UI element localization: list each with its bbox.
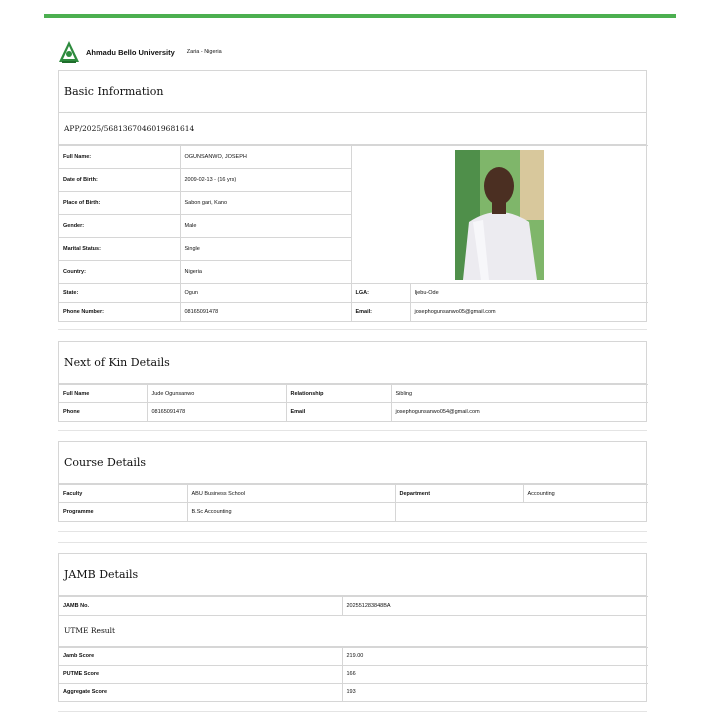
field-label: Marital Status: [59,238,180,261]
department-label: Department [395,485,523,503]
kin-email-value: josephogunsanwo054@gmail.com [391,403,648,421]
university-name: Ahmadu Bello University [86,47,175,57]
state-label: State: [59,284,180,303]
utme-scores-table [59,647,648,702]
next-of-kin-table [59,384,648,421]
field-value: Single [180,238,351,261]
applicant-photo [455,150,544,280]
field-value: Nigeria [180,261,351,284]
accent-bar [44,14,676,18]
jamb-number-label: JAMB No. [59,597,342,615]
lga-label: LGA: [351,284,410,303]
kin-name-value: Jude Ogunsanwo [147,385,286,403]
page-header [58,40,222,64]
field-value: Male [180,215,351,238]
empty-cell [395,503,648,521]
score-value: 193 [342,683,648,701]
programme-value: B.Sc Accounting [187,503,395,521]
application-id: APP/2025/568136704601968​1614 [59,113,646,145]
field-label: Date of Birth: [59,169,180,192]
score-label: PUTME Score [59,665,342,683]
score-label: Jamb Score [59,647,342,665]
kin-email-label: Email [286,403,391,421]
basic-info-card [58,70,647,322]
kin-relationship-value: Sibling [391,385,648,403]
course-details-table [59,484,648,521]
photo-cell [351,146,648,284]
faculty-label: Faculty [59,485,187,503]
divider [58,329,647,330]
email-label: Email: [351,303,410,321]
course-details-card [58,441,647,522]
field-label: Gender: [59,215,180,238]
field-label: Place of Birth: [59,192,180,215]
kin-phone-value: 08165091478 [147,403,286,421]
jamb-number-table [59,596,648,615]
jamb-details-title: JAMB Details [59,554,646,596]
programme-label: Programme [59,503,187,521]
university-logo-icon [58,40,80,64]
basic-info-table [59,145,648,321]
utme-result-title: UTME Result [59,615,646,647]
phone-label: Phone Number: [59,303,180,321]
jamb-number-value: 202551283848BA [342,597,648,615]
score-label: Aggregate Score [59,683,342,701]
next-of-kin-card [58,341,647,422]
jamb-details-card [58,553,647,702]
faculty-value: ABU Business School [187,485,395,503]
field-value: Sabon gari, Kano [180,192,351,215]
kin-phone-label: Phone [59,403,147,421]
kin-name-label: Full Name [59,385,147,403]
state-value: Ogun [180,284,351,303]
course-details-title: Course Details [59,442,646,484]
kin-relationship-label: Relationship [286,385,391,403]
department-value: Accounting [523,485,648,503]
email-value: josephogunsanwo05@gmail.com [410,303,648,321]
field-label: Country: [59,261,180,284]
lga-value: Ijebu-Ode [410,284,648,303]
field-value: OGUNSANWO, JOSEPH [180,146,351,169]
phone-value: 08165091478 [180,303,351,321]
divider [58,531,647,532]
divider [58,542,647,543]
divider [58,711,647,712]
field-label: Full Name: [59,146,180,169]
score-value: 219.00 [342,647,648,665]
next-of-kin-title: Next of Kin Details [59,342,646,384]
score-value: 166 [342,665,648,683]
basic-info-title: Basic Information [59,71,646,113]
divider [58,430,647,431]
field-value: 2009-02-13 - (16 yrs) [180,169,351,192]
university-location: Zaria - Nigeria [186,49,222,55]
